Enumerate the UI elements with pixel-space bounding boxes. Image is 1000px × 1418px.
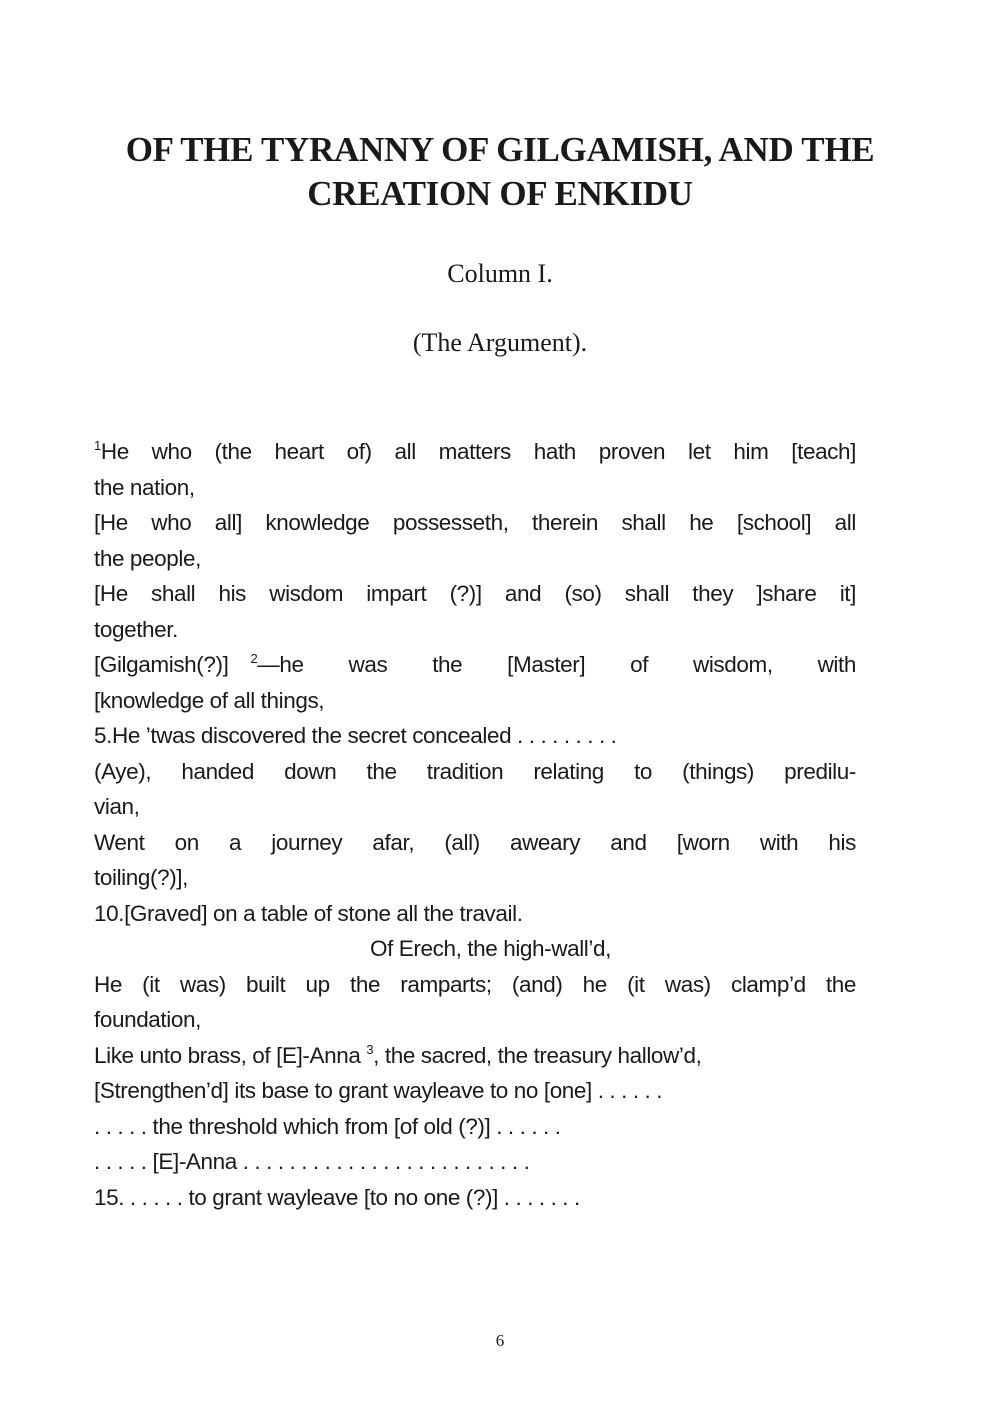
text-line: [He who all] knowledge possesseth, therein shall he [school] all — [94, 510, 856, 535]
argument-heading: (The Argument). — [412, 328, 588, 357]
footnote-mark: 2 — [250, 651, 258, 666]
chapter-title-line-2: CREATION OF ENKIDU — [307, 174, 693, 213]
column-heading: Column I. — [447, 259, 553, 288]
text-line: 5.He ’twas discovered the secret concealed . . . . . . . . . — [94, 723, 617, 748]
footnote-mark: 1 — [94, 438, 101, 453]
text-line: [knowledge of all things, — [94, 687, 325, 713]
text-line: toiling(?)], — [94, 865, 188, 890]
page-number: 6 — [495, 1331, 505, 1350]
text-line: the people, — [94, 545, 201, 571]
text-line: vian, — [94, 794, 140, 819]
text-line: 10.[Graved] on a table of stone all the travail. — [94, 900, 523, 926]
text-line: Went on a journey afar, (all) aweary and [worn with his — [94, 829, 856, 855]
text-line: [Strengthen’d] its base to grant wayleave to no [one] . . . . . . — [94, 1078, 663, 1103]
text-line: (Aye), handed down the tradition relating to (things) predilu- — [94, 758, 856, 784]
footnote-mark: 3 — [366, 1041, 374, 1057]
text-line: 15. . . . . . to grant wayleave [to no one (?)] . . . . . . . — [94, 1184, 580, 1210]
text-line: together. — [94, 616, 178, 642]
chapter-title-line-1: OF THE TYRANNY OF GILGAMISH, AND THE — [125, 130, 875, 169]
text-line: [He shall his wisdom impart (?)] and (so) shall they ]share it] — [94, 581, 856, 606]
text-line: $^1$He who (the heart of) all matters hath proven let him [teach] — [94, 438, 856, 464]
text-line: Of Erech, the high-wall’d, — [370, 936, 611, 961]
text-line: Like unto brass, of [E]-Anna $^3$, the sacred, the treasury hallow’d, — [94, 1041, 702, 1068]
text-line: [Gilgamish(?)] $^2$—he was the [Master] of wisdom, with — [94, 651, 856, 677]
chapter-title — [0, 128, 1000, 216]
text-line: the nation, — [94, 474, 195, 500]
poem-text — [94, 434, 856, 1215]
text-line: . . . . . [E]-Anna . . . . . . . . . . . . . . . . . . . . . . . . . — [94, 1149, 530, 1174]
text-line: . . . . . the threshold which from [of old (?)] . . . . . . — [94, 1113, 561, 1139]
text-line: foundation, — [94, 1007, 201, 1032]
text-line: He (it was) built up the ramparts; (and) he (it was) clamp’d the — [94, 971, 856, 997]
